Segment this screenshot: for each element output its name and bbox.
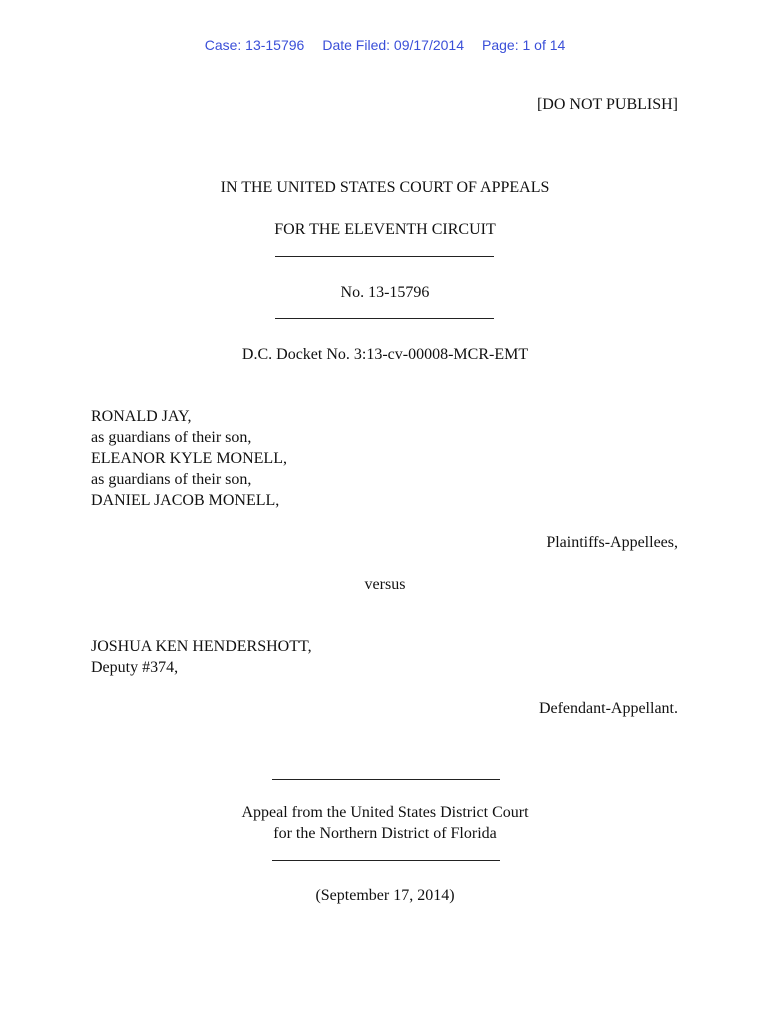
divider (275, 256, 494, 257)
stamp-case: Case: 13-15796 (204, 37, 305, 53)
court-name-line1: IN THE UNITED STATES COURT OF APPEALS (220, 179, 550, 196)
plaintiff-line: as guardians of their son, (91, 471, 252, 488)
docket-number: D.C. Docket No. 3:13-cv-00008-MCR-EMT (241, 346, 529, 363)
plaintiffs-role: Plaintiffs-Appellees, (546, 534, 678, 551)
filing-stamp (0, 37, 770, 53)
stamp-date-filed: Date Filed: 09/17/2014 (322, 37, 464, 53)
defendant-role: Defendant-Appellant. (538, 700, 678, 717)
plaintiff-line: DANIEL JACOB MONELL, (91, 492, 280, 509)
decision-date: (September 17, 2014) (315, 887, 455, 904)
versus: versus (364, 576, 406, 593)
plaintiff-line: ELEANOR KYLE MONELL, (91, 450, 287, 467)
publish-note: [DO NOT PUBLISH] (536, 96, 678, 113)
defendant-line: JOSHUA KEN HENDERSHOTT, (91, 638, 312, 655)
divider (272, 779, 500, 780)
case-number: No. 13-15796 (340, 284, 430, 301)
court-name-line2: FOR THE ELEVENTH CIRCUIT (274, 221, 496, 238)
divider (272, 860, 500, 861)
appeal-line2: for the Northern District of Florida (273, 825, 497, 842)
stamp-page: Page: 1 of 14 (482, 37, 566, 53)
appeal-line1: Appeal from the United States District Court (241, 804, 529, 821)
plaintiff-line: as guardians of their son, (91, 429, 252, 446)
plaintiff-line: RONALD JAY, (91, 408, 192, 425)
defendant-line: Deputy #374, (91, 659, 179, 676)
divider (275, 318, 494, 319)
